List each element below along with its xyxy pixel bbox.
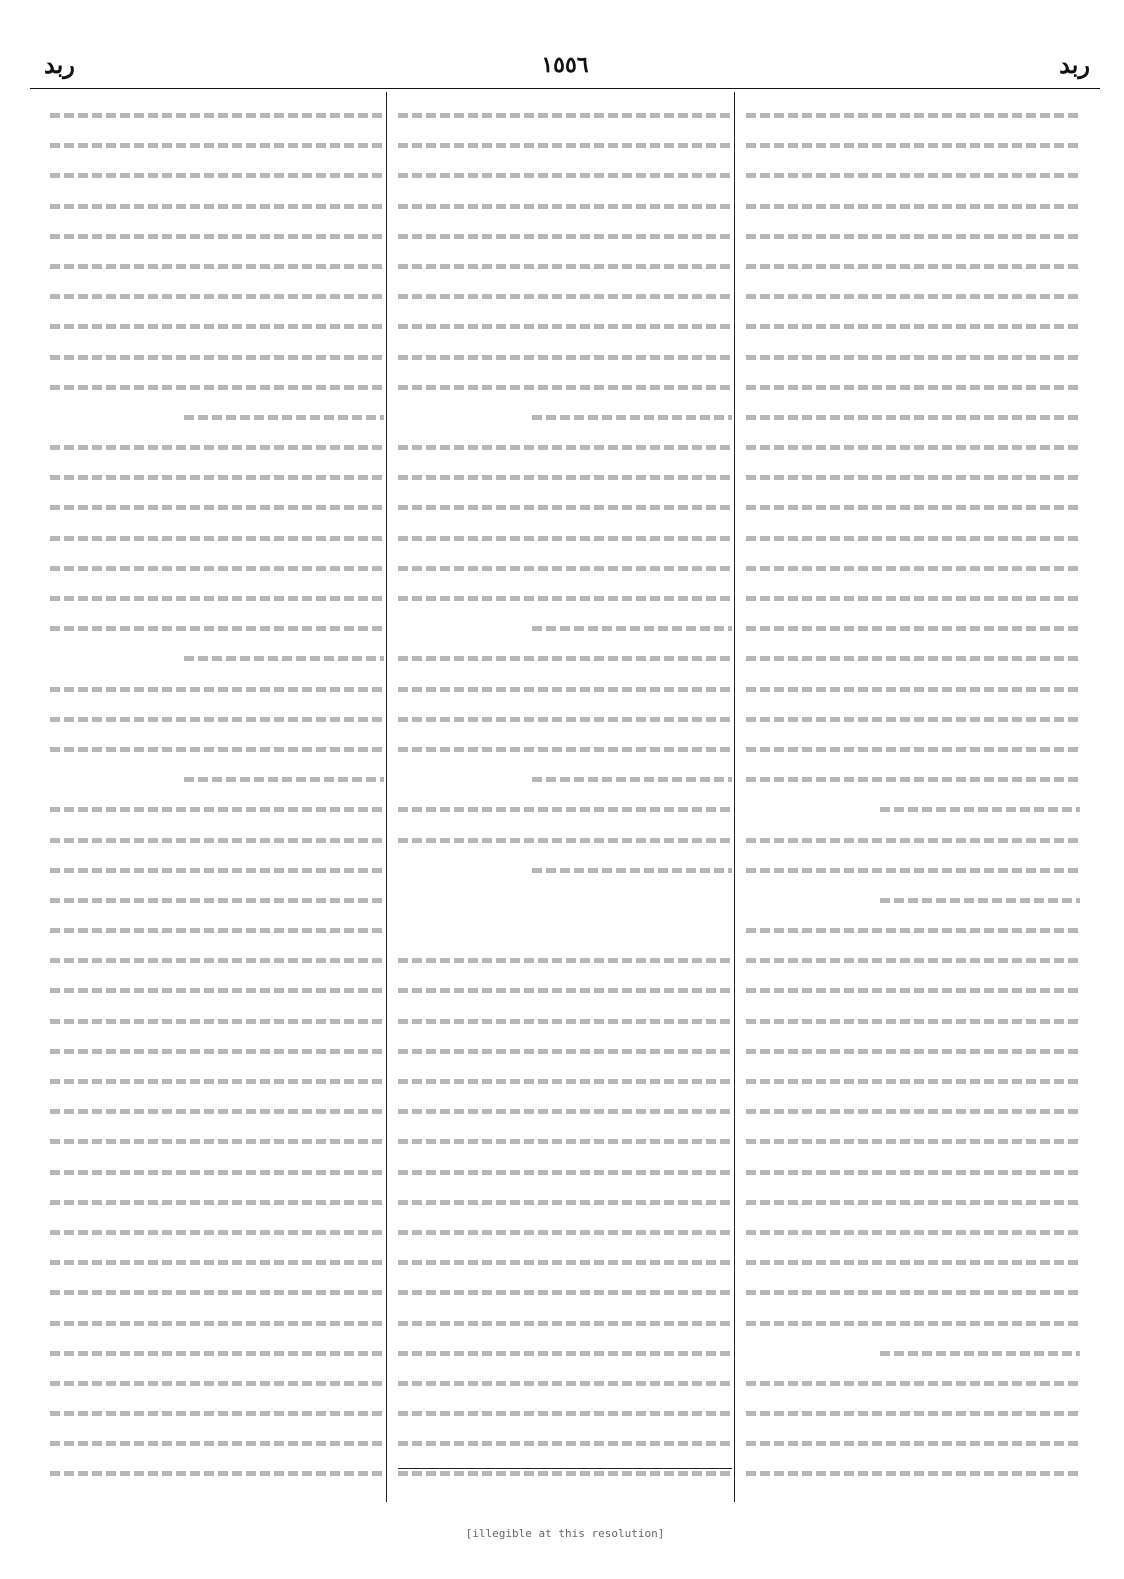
- text-line-placeholder: [50, 1277, 384, 1307]
- text-line-placeholder: [50, 221, 384, 251]
- text-line-placeholder: [398, 100, 732, 130]
- text-line-placeholder: [746, 1308, 1080, 1338]
- text-line-placeholder: [398, 1157, 732, 1187]
- text-line-placeholder: [50, 311, 384, 341]
- header-keyword-right: ربد: [1059, 50, 1090, 79]
- text-line-placeholder: [398, 281, 732, 311]
- text-line-placeholder: [50, 704, 384, 734]
- text-line-placeholder: [50, 975, 384, 1005]
- text-line-placeholder: [50, 915, 384, 945]
- text-line-placeholder: [50, 160, 384, 190]
- text-line-placeholder: [746, 311, 1080, 341]
- text-line-placeholder: [50, 825, 384, 855]
- text-line-placeholder: [746, 1006, 1080, 1036]
- text-line-placeholder: [746, 583, 1080, 613]
- text-line-placeholder: [398, 1338, 732, 1368]
- text-line-placeholder: [398, 794, 732, 824]
- text-line-placeholder: [398, 311, 732, 341]
- column-divider-right: [734, 92, 735, 1502]
- page-header: [30, 22, 1100, 84]
- text-line-placeholder: [746, 764, 1080, 794]
- text-line-placeholder: [746, 462, 1080, 492]
- text-line-placeholder: [398, 674, 732, 704]
- text-line-placeholder: [746, 1217, 1080, 1247]
- text-line-placeholder: [746, 794, 1080, 824]
- text-line-placeholder: [50, 523, 384, 553]
- text-line-placeholder: [746, 432, 1080, 462]
- text-line-placeholder: [50, 1126, 384, 1156]
- text-line-placeholder: [746, 1428, 1080, 1458]
- text-line-placeholder: [50, 674, 384, 704]
- text-line-placeholder: [398, 191, 732, 221]
- text-line-placeholder: [746, 825, 1080, 855]
- text-line-placeholder: [50, 492, 384, 522]
- column-divider-left: [386, 92, 387, 1502]
- text-line-placeholder: [746, 734, 1080, 764]
- text-line-placeholder: [398, 130, 732, 160]
- text-line-placeholder: [746, 1157, 1080, 1187]
- text-line-placeholder: [50, 1338, 384, 1368]
- text-line-placeholder: [398, 1096, 732, 1126]
- text-line-placeholder: [50, 1217, 384, 1247]
- text-line-placeholder: [50, 402, 384, 432]
- text-line-placeholder: [746, 1187, 1080, 1217]
- text-line-placeholder: [50, 613, 384, 643]
- text-line-placeholder: [50, 342, 384, 372]
- text-line-placeholder: [746, 1277, 1080, 1307]
- text-line-placeholder: [50, 1458, 384, 1488]
- text-line-placeholder: [746, 553, 1080, 583]
- text-line-placeholder: [398, 160, 732, 190]
- text-line-placeholder: [746, 674, 1080, 704]
- header-keyword-left: ربد: [44, 50, 75, 79]
- text-line-placeholder: [398, 855, 732, 885]
- text-line-placeholder: [398, 885, 732, 915]
- text-line-placeholder: [398, 945, 732, 975]
- text-line-placeholder: [398, 462, 732, 492]
- text-line-placeholder: [398, 1368, 732, 1398]
- text-line-placeholder: [50, 130, 384, 160]
- text-line-placeholder: [50, 191, 384, 221]
- text-line-placeholder: [398, 1458, 732, 1488]
- placeholder-note: [illegible at this resolution]: [465, 1527, 665, 1540]
- text-line-placeholder: [398, 975, 732, 1005]
- text-line-placeholder: [398, 1006, 732, 1036]
- text-column-left: [50, 100, 384, 1500]
- text-line-placeholder: [398, 613, 732, 643]
- text-line-placeholder: [746, 342, 1080, 372]
- text-line-placeholder: [50, 553, 384, 583]
- text-line-placeholder: [746, 130, 1080, 160]
- text-line-placeholder: [50, 1247, 384, 1277]
- text-line-placeholder: [398, 402, 732, 432]
- text-line-placeholder: [50, 855, 384, 885]
- text-column-right: [746, 100, 1080, 1500]
- text-line-placeholder: [746, 191, 1080, 221]
- text-line-placeholder: [746, 975, 1080, 1005]
- text-line-placeholder: [398, 432, 732, 462]
- text-line-placeholder: [50, 643, 384, 673]
- dictionary-page: [30, 22, 1100, 1542]
- text-line-placeholder: [746, 704, 1080, 734]
- text-line-placeholder: [50, 432, 384, 462]
- text-line-placeholder: [50, 1428, 384, 1458]
- text-line-placeholder: [746, 281, 1080, 311]
- page-number: ١٥٥٦: [541, 52, 589, 78]
- text-line-placeholder: [50, 251, 384, 281]
- text-line-placeholder: [398, 583, 732, 613]
- text-line-placeholder: [746, 160, 1080, 190]
- text-line-placeholder: [398, 704, 732, 734]
- text-line-placeholder: [50, 764, 384, 794]
- text-line-placeholder: [50, 885, 384, 915]
- text-line-placeholder: [398, 1217, 732, 1247]
- text-line-placeholder: [398, 825, 732, 855]
- text-line-placeholder: [746, 1247, 1080, 1277]
- text-line-placeholder: [746, 1458, 1080, 1488]
- text-line-placeholder: [746, 251, 1080, 281]
- text-line-placeholder: [50, 281, 384, 311]
- text-line-placeholder: [398, 734, 732, 764]
- text-line-placeholder: [746, 492, 1080, 522]
- text-line-placeholder: [50, 1368, 384, 1398]
- text-line-placeholder: [50, 1096, 384, 1126]
- text-line-placeholder: [50, 462, 384, 492]
- text-line-placeholder: [398, 523, 732, 553]
- text-line-placeholder: [398, 372, 732, 402]
- text-line-placeholder: [50, 794, 384, 824]
- text-line-placeholder: [746, 523, 1080, 553]
- text-line-placeholder: [50, 1308, 384, 1338]
- text-line-placeholder: [50, 1187, 384, 1217]
- text-line-placeholder: [50, 1066, 384, 1096]
- text-line-placeholder: [50, 734, 384, 764]
- text-line-placeholder: [746, 1126, 1080, 1156]
- text-line-placeholder: [746, 1066, 1080, 1096]
- text-line-placeholder: [398, 1187, 732, 1217]
- text-line-placeholder: [50, 1036, 384, 1066]
- text-line-placeholder: [398, 764, 732, 794]
- text-line-placeholder: [50, 1157, 384, 1187]
- text-line-placeholder: [746, 100, 1080, 130]
- text-line-placeholder: [398, 1428, 732, 1458]
- text-line-placeholder: [50, 1006, 384, 1036]
- text-line-placeholder: [398, 1126, 732, 1156]
- text-line-placeholder: [746, 1036, 1080, 1066]
- text-line-placeholder: [746, 1096, 1080, 1126]
- text-line-placeholder: [746, 915, 1080, 945]
- text-line-placeholder: [398, 553, 732, 583]
- text-line-placeholder: [746, 1338, 1080, 1368]
- text-line-placeholder: [746, 221, 1080, 251]
- text-line-placeholder: [398, 915, 732, 945]
- text-line-placeholder: [398, 221, 732, 251]
- text-line-placeholder: [50, 1398, 384, 1428]
- text-line-placeholder: [398, 1308, 732, 1338]
- text-column-middle: [398, 100, 732, 1500]
- text-line-placeholder: [398, 1398, 732, 1428]
- text-line-placeholder: [746, 855, 1080, 885]
- text-line-placeholder: [746, 372, 1080, 402]
- text-line-placeholder: [398, 342, 732, 372]
- header-rule: [30, 88, 1100, 89]
- text-line-placeholder: [398, 1066, 732, 1096]
- text-line-placeholder: [746, 1368, 1080, 1398]
- text-line-placeholder: [398, 1036, 732, 1066]
- text-line-placeholder: [746, 885, 1080, 915]
- text-line-placeholder: [398, 251, 732, 281]
- text-line-placeholder: [50, 945, 384, 975]
- text-line-placeholder: [50, 583, 384, 613]
- text-line-placeholder: [398, 1247, 732, 1277]
- text-line-placeholder: [746, 945, 1080, 975]
- text-line-placeholder: [398, 492, 732, 522]
- text-line-placeholder: [746, 643, 1080, 673]
- text-line-placeholder: [398, 643, 732, 673]
- text-line-placeholder: [746, 613, 1080, 643]
- text-line-placeholder: [50, 100, 384, 130]
- text-line-placeholder: [398, 1277, 732, 1307]
- text-line-placeholder: [50, 372, 384, 402]
- text-line-placeholder: [746, 1398, 1080, 1428]
- footnote-rule: [398, 1468, 732, 1469]
- text-line-placeholder: [746, 402, 1080, 432]
